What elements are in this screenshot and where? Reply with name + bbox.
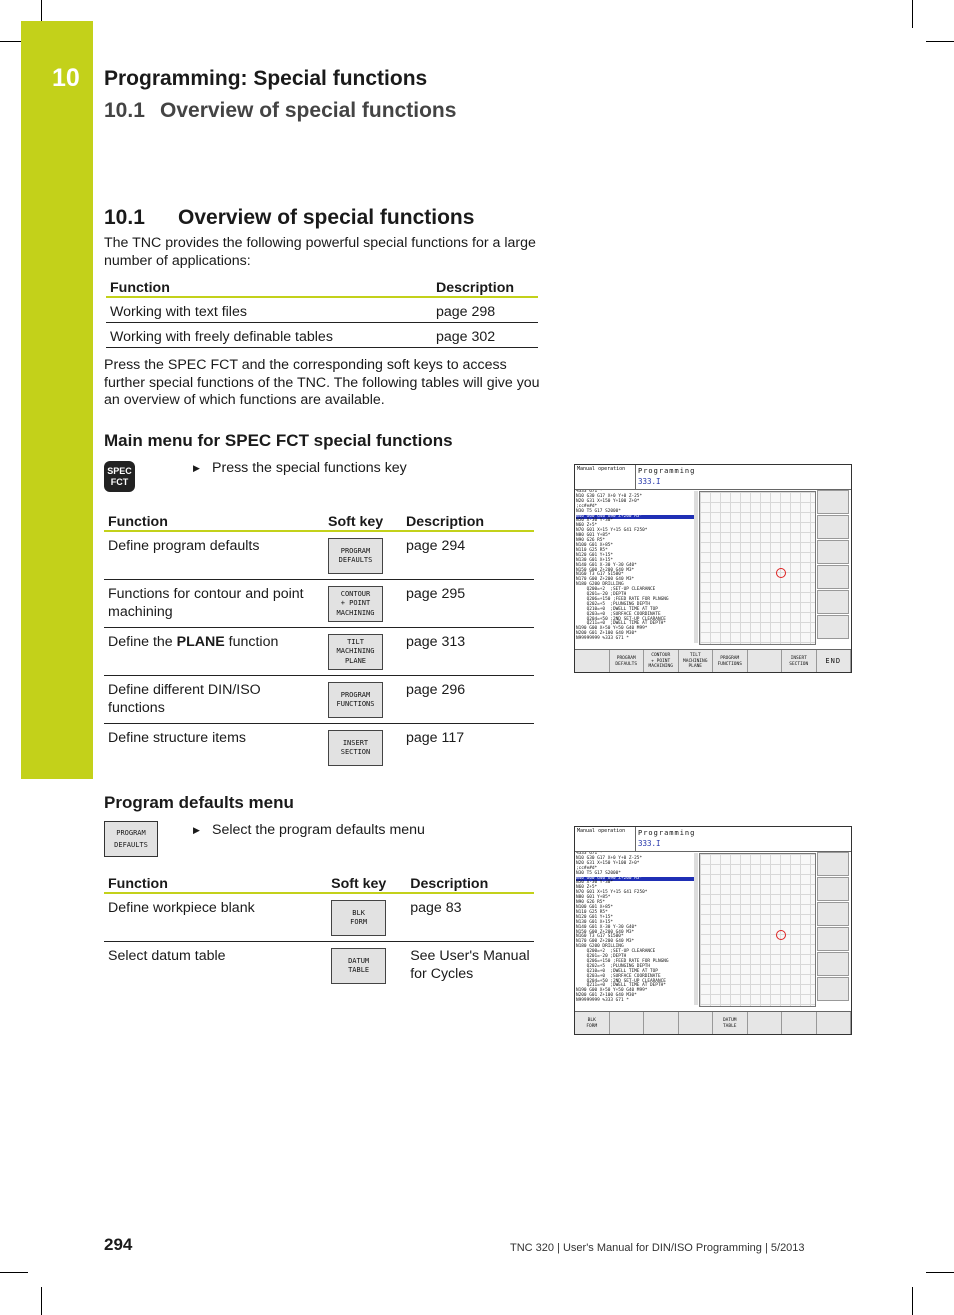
screen-title: Programming [638, 467, 696, 475]
softkey-label: CONTOUR [340, 589, 371, 598]
side-softkey [817, 902, 849, 926]
screen-softkey [679, 650, 714, 673]
screen-mode: Manual operation [577, 828, 626, 834]
contour-point-machining-softkey [328, 586, 383, 622]
function-cell: Working with freely definable tables [106, 323, 432, 348]
program-line: N99999999 %333 G71 * [576, 998, 629, 1004]
program-line: ;cc#e#d* [576, 503, 598, 509]
key-label: DEFAULTS [114, 841, 148, 849]
softkey-label: FORM [586, 1023, 598, 1029]
screen-mode: Manual operation [577, 466, 626, 472]
screen-file: 333.I [638, 839, 661, 848]
program-line: ;cc#e#d* [576, 865, 598, 871]
program-defaults-table [104, 870, 534, 984]
crop-mark [41, 0, 42, 21]
program-line: Q203=+0 ;SURFACE COORDINATE [576, 611, 661, 617]
column-header: Description [402, 508, 534, 531]
table-row [104, 628, 534, 676]
softkey-cell [324, 676, 402, 724]
section-number: 10.1 [104, 206, 145, 229]
program-defaults-key [104, 821, 158, 857]
softkey-label: PROGRAM [616, 655, 636, 661]
program-line: N160 T3 G17 S1500* [576, 934, 624, 940]
crop-mark [912, 0, 913, 28]
program-line: N190 G00 X+50 Y+50 G40 M99* [576, 988, 648, 994]
screen-header [575, 827, 851, 852]
program-line: N150 G00 Z+200 G40 M3* [576, 929, 635, 935]
function-cell: Select datum table [108, 948, 226, 964]
table-row [106, 297, 538, 323]
crosshair-icon [776, 930, 786, 940]
running-section-number: 10.1 [104, 99, 145, 122]
page-ref-cell: page 83 [406, 893, 534, 942]
side-softkey [817, 977, 849, 1001]
program-line: Q201=-20 ;DEPTH [576, 954, 627, 960]
program-line: N50 X-30 Y-30* [576, 880, 614, 886]
side-softkey [817, 927, 849, 951]
crop-mark [41, 1287, 42, 1315]
column-header: Function [104, 870, 327, 893]
softkey-label: END [825, 656, 842, 665]
section-title: Overview of special functions [178, 206, 475, 229]
divider [635, 827, 636, 851]
softkey-label: TILT [689, 653, 701, 659]
program-line: N170 G00 Z+200 G40 M3* [576, 939, 635, 945]
program-line: N20 G31 X+150 Y+100 Z+0* [576, 860, 640, 866]
chapter-number: 10 [52, 64, 80, 92]
softkey-label: PLANE [344, 656, 367, 665]
side-softkey [817, 877, 849, 901]
function-cell: Define structure items [108, 730, 246, 746]
softkey-label: TABLE [348, 966, 370, 974]
softkey-label: PLANE [688, 664, 703, 670]
section-heading [104, 206, 474, 230]
program-line: N120 G01 Y+15* [576, 552, 614, 558]
program-line: Q204=+50 ;2ND SET-UP CLEARANCE [576, 616, 666, 622]
step-text: Press the special functions key [212, 460, 407, 476]
softkey-cell [324, 580, 402, 628]
screen-softkey [713, 650, 748, 673]
softkey-label: MACHINING [336, 647, 375, 656]
program-line: N130 G01 X+15* [576, 919, 614, 925]
program-line: N180 G200 DRILLING [576, 944, 624, 950]
datum-table-softkey [331, 948, 386, 984]
program-line: N90 G26 R5* [576, 900, 606, 906]
softkey-label: PROGRAM [340, 690, 371, 699]
program-line: Q202=+5 ;PLUNGING DEPTH [576, 963, 651, 969]
softkey-label: FORM [350, 918, 368, 926]
page-ref-cell: page 295 [402, 580, 534, 628]
softkey-label: INSERT [790, 655, 807, 661]
function-cell: Functions for contour and point machining [104, 580, 324, 628]
program-line: N40 G00 G40 G90 Z+200 M3* [576, 515, 694, 520]
page-footer: TNC 320 | User's Manual for DIN/ISO Programming | 5/2013 [510, 1242, 805, 1254]
key-label: SPEC [107, 465, 132, 476]
softkey-cell [324, 628, 402, 676]
page-ref-cell: page 313 [402, 628, 534, 676]
program-line: N50 X-30 Y-30* [576, 518, 614, 524]
spec-fct-paragraph: Press the SPEC FCT and the corresponding soft keys to access further special functions of the TNC. The following tables will give you an overview of which functions are available. [104, 357, 540, 408]
softkey-bar [575, 1011, 851, 1035]
program-line: N70 G01 X+15 Y+15 G41 F250* [576, 528, 648, 534]
softkey-label: DEFAULTS [338, 556, 373, 564]
intro-paragraph: The TNC provides the following powerful special functions for a large number of applications: [104, 235, 536, 269]
spec-fct-key [104, 461, 135, 492]
program-line: N190 G00 X+50 Y+50 G40 M99* [576, 626, 648, 632]
column-header: Soft key [327, 870, 406, 893]
column-header: Description [432, 274, 538, 297]
screen-file: 333.I [638, 477, 661, 486]
side-softkey [817, 952, 849, 976]
table-row [104, 676, 534, 724]
insert-section-softkey [328, 730, 383, 766]
divider [635, 465, 636, 489]
column-header: Description [406, 870, 534, 893]
program-line: N10 G30 G17 X+0 Y+0 Z-25* [576, 493, 643, 499]
softkey-cell [327, 942, 406, 985]
screen-softkey [748, 1012, 783, 1035]
program-functions-softkey [328, 682, 383, 718]
screen-softkey [679, 1012, 714, 1035]
crop-mark [926, 41, 954, 42]
screen-softkey [817, 650, 852, 673]
softkey-label: DEFAULTS [615, 661, 638, 667]
side-softkey [817, 615, 849, 639]
main-menu-table [104, 508, 534, 771]
program-line: Q211=+0 ;DWELL TIME AT DEPTH* [576, 983, 666, 989]
page-ref-cell: page 296 [402, 676, 534, 724]
step-instruction [193, 822, 425, 838]
function-text: Define the [108, 634, 177, 650]
screen-title: Programming [638, 829, 696, 837]
program-line: N60 Z+5* [576, 885, 598, 891]
triangle-bullet-icon: ▶ [193, 463, 200, 473]
screen-softkey [575, 650, 610, 673]
column-header: Function [106, 274, 432, 297]
function-cell: Define program defaults [104, 531, 324, 580]
program-line: N99999999 %333 G71 * [576, 636, 629, 642]
softkey-label: FUNCTIONS [336, 700, 375, 708]
step-text: Select the program defaults menu [212, 822, 425, 838]
table-header-row [104, 870, 534, 893]
softkey-cell [327, 893, 406, 942]
program-line: N80 G01 Y+85* [576, 533, 611, 539]
tnc-screen-main-menu [574, 464, 852, 673]
triangle-bullet-icon: ▶ [193, 825, 200, 835]
program-line: N150 G00 Z+200 G40 M3* [576, 567, 635, 573]
screen-softkey [610, 1012, 645, 1035]
softkey-label: + POINT [651, 658, 671, 664]
program-line: N60 Z+5* [576, 523, 598, 529]
tilt-machining-plane-softkey [328, 634, 383, 670]
softkey-label: PROGRAM [340, 546, 371, 555]
plane-keyword: PLANE [176, 634, 225, 650]
side-softkey [817, 490, 849, 514]
program-line: N10 G30 G17 X+0 Y+0 Z-25* [576, 855, 643, 861]
program-line: N30 T5 G17 S2000* [576, 870, 621, 876]
program-listing [576, 852, 694, 1011]
program-defaults-softkey [328, 538, 383, 574]
softkey-label: SECTION [789, 661, 809, 667]
page-ref-cell: page 117 [406, 730, 465, 746]
page-ref-cell: page 294 [402, 531, 534, 580]
program-line: Q210=+0 ;DWELL TIME AT TOP [576, 968, 658, 974]
side-softkey [817, 852, 849, 876]
program-line: N100 G01 X+85* [576, 542, 614, 548]
program-line: N140 G01 X-30 Y-30 G40* [576, 924, 637, 930]
program-line: Q206=+150 ;FEED RATE FOR PLNGNG [576, 596, 669, 602]
side-softkey [817, 540, 849, 564]
crop-mark [926, 1272, 954, 1273]
program-line: N140 G01 X-30 Y-30 G40* [576, 562, 637, 568]
graphics-window [699, 853, 816, 1007]
screen-softkey [644, 650, 679, 673]
side-softkeys [816, 851, 851, 1011]
program-line: N70 G01 X+15 Y+15 G41 F250* [576, 890, 648, 896]
program-line: N180 G200 DRILLING [576, 582, 624, 588]
chapter-title: Programming: Special functions [104, 67, 428, 90]
softkey-label: SECTION [340, 748, 371, 756]
screen-softkey [575, 1012, 610, 1035]
program-line: Q200=+2 ;SET-UP CLEARANCE [576, 949, 656, 955]
function-cell: Working with text files [106, 297, 432, 323]
program-line: N130 G01 X+15* [576, 557, 614, 563]
running-section-title: Overview of special functions [160, 99, 457, 122]
program-line: N120 G01 Y+15* [576, 914, 614, 920]
function-cell [104, 628, 324, 676]
program-line: N110 G25 R5* [576, 909, 608, 915]
page-number: 294 [104, 1235, 133, 1254]
blk-form-softkey [331, 900, 386, 936]
side-softkey [817, 515, 849, 539]
program-line: Q201=-20 ;DEPTH [576, 592, 627, 598]
screen-softkey [644, 1012, 679, 1035]
program-line: N170 G00 Z+200 G40 M3* [576, 577, 635, 583]
screen-softkey [817, 1012, 852, 1035]
program-line: N20 G31 X+150 Y+100 Z+0* [576, 498, 640, 504]
main-menu-heading: Main menu for SPEC FCT special functions [104, 431, 453, 450]
program-line: N200 G01 Z+100 G40 M30* [576, 993, 637, 999]
screen-softkey [610, 650, 645, 673]
softkey-label: DATUM [722, 1017, 737, 1023]
table-row [104, 893, 534, 942]
softkey-label: BLK [352, 908, 365, 917]
screen-softkey [782, 650, 817, 673]
softkey-bar [575, 649, 851, 673]
softkey-cell [324, 531, 402, 580]
table-row [104, 724, 534, 772]
function-text: function [224, 634, 279, 650]
program-line: N100 G01 X+85* [576, 904, 614, 910]
screen-softkey [713, 1012, 748, 1035]
table-row [104, 942, 534, 985]
program-line: Q210=+0 ;DWELL TIME AT TOP [576, 606, 658, 612]
side-softkey [817, 590, 849, 614]
running-section-header [104, 99, 456, 123]
softkey-label: MACHINING [336, 608, 375, 617]
crop-mark [0, 1272, 28, 1273]
program-line: N40 G00 G40 G90 Z+200 M3* [576, 877, 694, 882]
key-label: FCT [110, 476, 129, 487]
program-line: %333 G71 * [576, 852, 603, 856]
softkey-label: INSERT [342, 738, 369, 747]
program-line: N200 G01 Z+100 G40 M30* [576, 631, 637, 637]
page-ref-cell: page 302 [432, 323, 538, 348]
softkey-label: TABLE [722, 1023, 737, 1029]
program-line: N110 G25 R5* [576, 547, 608, 553]
crop-mark [0, 41, 21, 42]
softkey-label: + POINT [340, 599, 371, 608]
program-line: Q200=+2 ;SET-UP CLEARANCE [576, 587, 656, 593]
program-line: %333 G71 * [576, 490, 603, 494]
tnc-screen-program-defaults [574, 826, 852, 1035]
program-listing [576, 490, 694, 649]
column-header: Soft key [324, 508, 402, 531]
screen-softkey [748, 650, 783, 673]
graphics-window [699, 491, 816, 645]
table-row [106, 323, 538, 348]
softkey-label: FUNCTIONS [717, 661, 742, 667]
crosshair-icon [776, 568, 786, 578]
overview-table [106, 274, 538, 348]
program-line: Q204=+50 ;2ND SET-UP CLEARANCE [576, 978, 666, 984]
softkey-label: BLK [587, 1017, 596, 1023]
softkey-label: MACHINING [683, 658, 708, 664]
table-row [104, 580, 534, 628]
program-defaults-heading: Program defaults menu [104, 793, 294, 812]
softkey-label: CONTOUR [651, 653, 671, 659]
softkey-cell [324, 724, 402, 772]
scrollbar [694, 491, 698, 643]
program-line: N90 G26 R5* [576, 538, 606, 544]
side-softkey [817, 565, 849, 589]
program-line: N30 T5 G17 S2000* [576, 508, 621, 514]
chapter-tab [21, 21, 93, 779]
function-cell: Define different DIN/ISO functions [104, 676, 324, 724]
table-row [104, 531, 534, 580]
softkey-label: TILT [347, 637, 364, 646]
crop-mark [912, 1287, 913, 1315]
program-line: Q203=+0 ;SURFACE COORDINATE [576, 973, 661, 979]
page-ref-cell: page 298 [432, 297, 538, 323]
screen-softkey [782, 1012, 817, 1035]
scrollbar [694, 853, 698, 1005]
program-line: Q211=+0 ;DWELL TIME AT DEPTH* [576, 621, 666, 627]
screen-header [575, 465, 851, 490]
program-line: N160 T3 G17 S1500* [576, 572, 624, 578]
softkey-label: DATUM [348, 956, 370, 965]
program-line: Q206=+150 ;FEED RATE FOR PLNGNG [576, 958, 669, 964]
softkey-label: MACHINING [648, 664, 673, 670]
step-instruction [193, 460, 407, 476]
function-cell: Define workpiece blank [104, 893, 327, 942]
softkey-label: PROGRAM [720, 655, 740, 661]
column-header: Function [104, 508, 324, 531]
program-line: Q202=+5 ;PLUNGING DEPTH [576, 601, 651, 607]
table-header-row [106, 274, 538, 297]
side-softkeys [816, 489, 851, 649]
key-label: PROGRAM [116, 829, 146, 837]
table-header-row [104, 508, 534, 531]
program-line: N80 G01 Y+85* [576, 895, 611, 901]
page-ref-cell: See User's Manual for Cycles [410, 948, 530, 982]
